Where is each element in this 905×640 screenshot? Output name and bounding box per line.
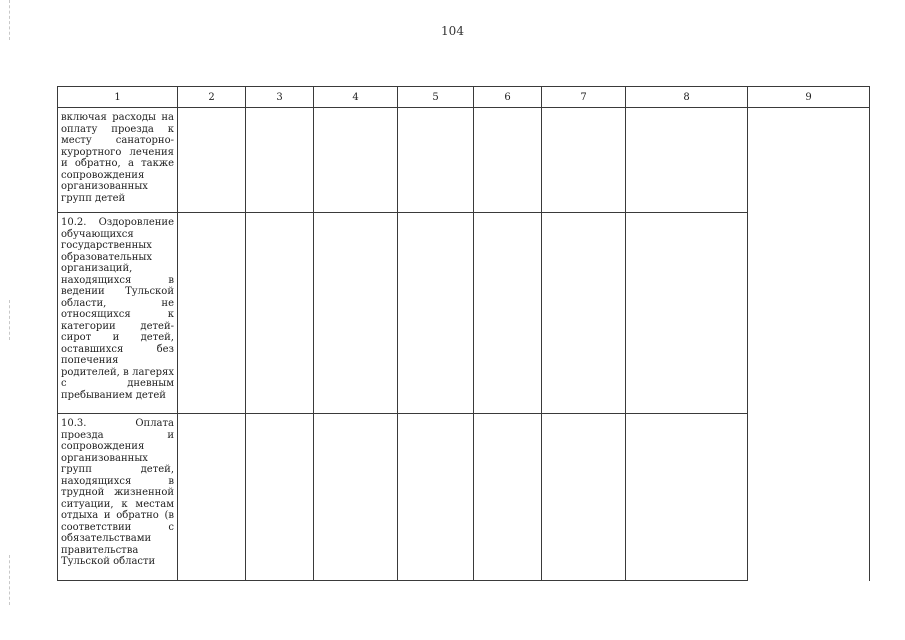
column-header: 9 (748, 87, 870, 108)
row-description: включая расходы на оплату проезда к месту санаторно-курортного лечения и обратно, а также сопровождения организованных групп детей (61, 112, 174, 204)
table-cell (542, 213, 626, 414)
table-cell (474, 213, 542, 414)
column-header: 2 (178, 87, 246, 108)
column-header: 1 (58, 87, 178, 108)
table-cell (626, 108, 748, 213)
table-cell (314, 108, 398, 213)
row-description: 10.2. Оздоровление обучающихся государственных образовательных организаций, находящихся в ведении Тульской области, не относящихся к категории детей-сирот и детей, оставшихся без попечения родителей, в лагерях с дневным пребыванием детей (61, 217, 174, 401)
table-cell-merged (748, 108, 870, 581)
table-cell (178, 414, 246, 581)
table-cell (398, 213, 474, 414)
table-cell (246, 414, 314, 581)
table-cell (178, 213, 246, 414)
table-cell (246, 213, 314, 414)
table-cell (542, 108, 626, 213)
table-cell (58, 213, 178, 414)
table-cell (58, 108, 178, 213)
scan-edge-mark (9, 555, 10, 605)
table-cell (314, 414, 398, 581)
table-header-row (58, 87, 870, 108)
table-cell (626, 414, 748, 581)
table-cell (398, 108, 474, 213)
column-header: 8 (626, 87, 748, 108)
table-cell (314, 213, 398, 414)
column-header: 6 (474, 87, 542, 108)
table-cell (474, 108, 542, 213)
table-cell (474, 414, 542, 581)
row-description: 10.3. Оплата проезда и сопровождения организованных групп детей, находящихся в трудной жизненной ситуации, к местам отдыха и обратно (в соответствии с обязательствами правительства Тульской области (61, 418, 174, 567)
table-cell (178, 108, 246, 213)
column-header: 4 (314, 87, 398, 108)
table-cell (626, 213, 748, 414)
table-cell (58, 414, 178, 581)
table-cell (246, 108, 314, 213)
table-cell (398, 414, 474, 581)
scan-edge-mark (9, 300, 10, 340)
column-header: 3 (246, 87, 314, 108)
data-table (57, 86, 870, 581)
table-cell (542, 414, 626, 581)
column-header: 5 (398, 87, 474, 108)
table-row (58, 108, 870, 213)
column-header: 7 (542, 87, 626, 108)
page-number: 104 (441, 24, 464, 38)
